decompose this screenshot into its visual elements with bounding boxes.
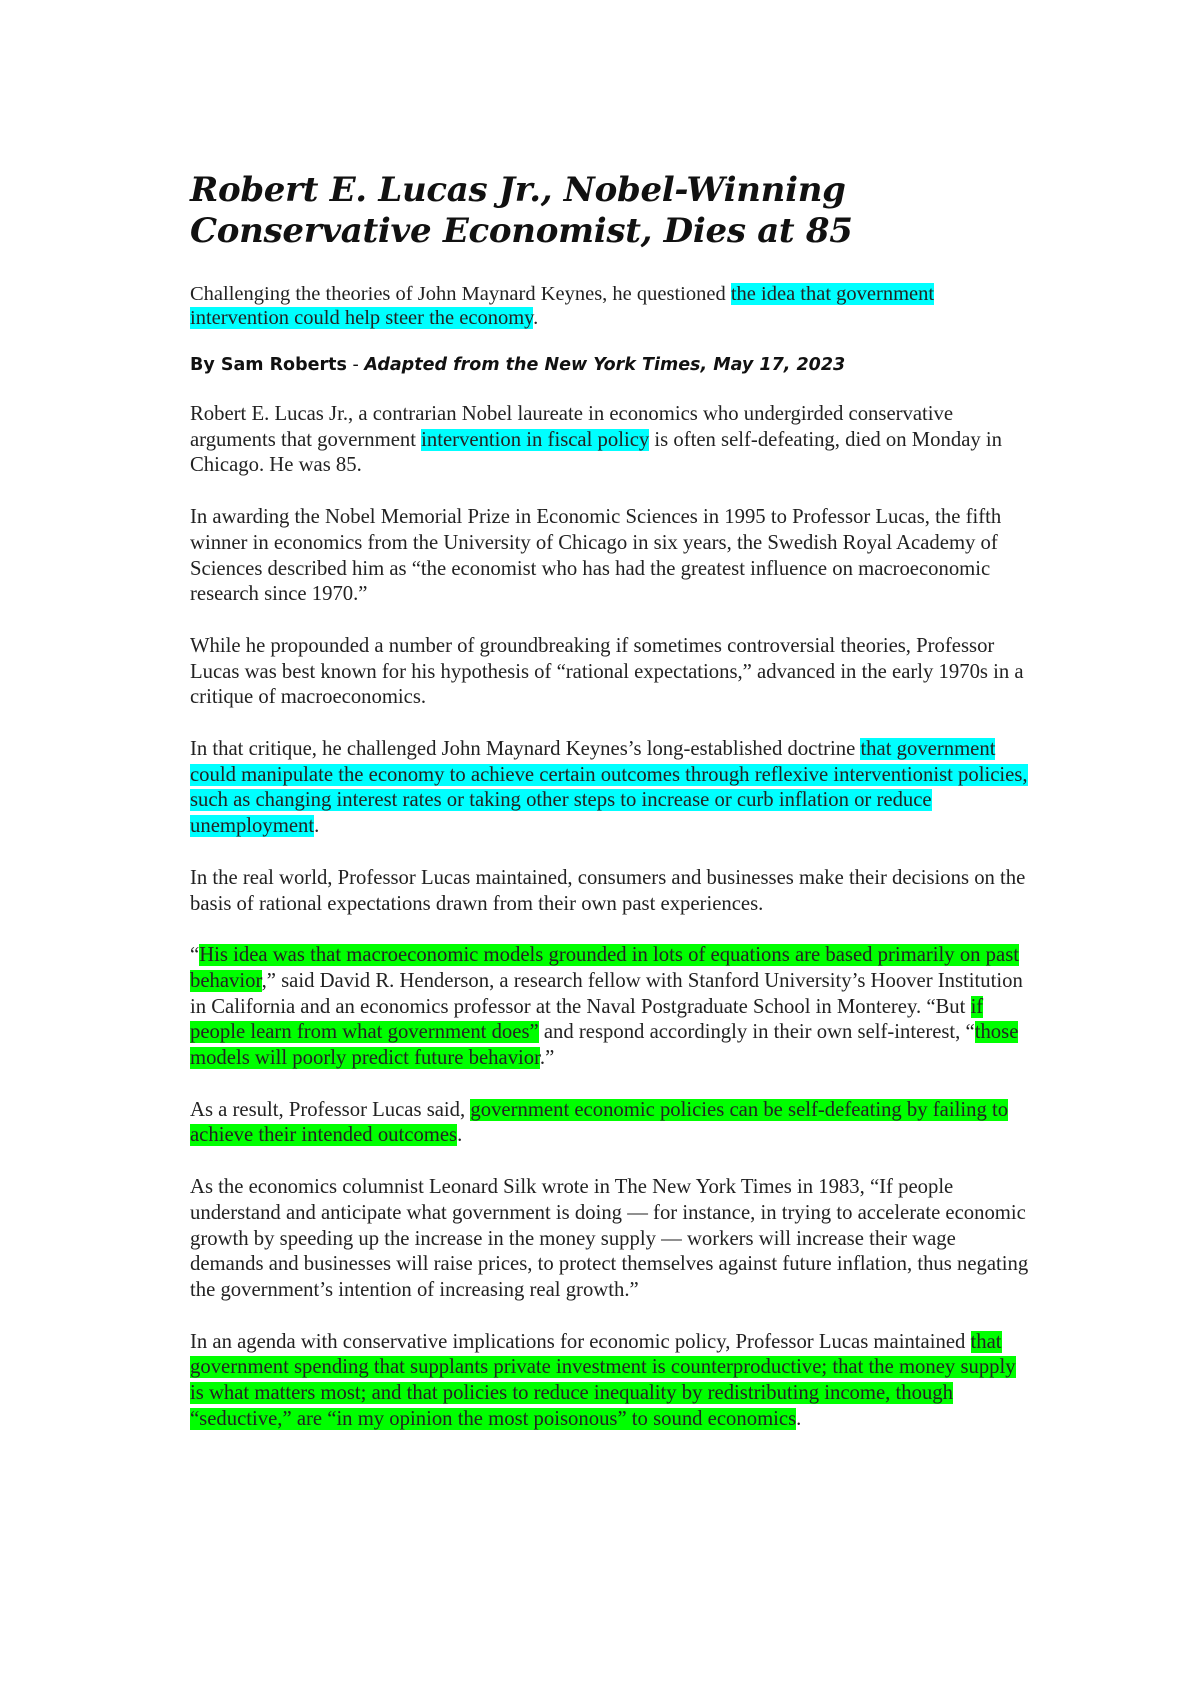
paragraph-5: In the real world, Professor Lucas maintained, consumers and businesses make their decisions on the basis of rational expectations drawn from their own past experiences. <box>190 866 1026 915</box>
byline-separator: - <box>346 355 365 375</box>
paragraph-text: . <box>796 1407 802 1430</box>
paragraph-9 <box>190 1330 1030 1433</box>
byline-source: Adapted from the New York Times, May 17, 2023 <box>364 355 846 375</box>
paragraph-text: .” <box>539 1047 555 1070</box>
paragraph-2: In awarding the Nobel Memorial Prize in Economic Sciences in 1995 to Professor Lucas, the fifth winner in economics from the University of Chicago in six years, the Swedish Royal Academy of Sciences described him as “the economist who has had the greatest influence on macroeconomic research since 1970.” <box>190 506 1002 606</box>
paragraph-7 <box>190 1098 1030 1149</box>
article-subtitle <box>190 282 1030 330</box>
paragraph-highlight: that government spending that supplants private investment is counterproductive; that the money supply is what matters most; and that policies to reduce inequality by redistributing income, though “seductive,” are “in my opinion the most poisonous” to sound economics <box>190 1330 1016 1430</box>
title-line-1: Robert E. Lucas Jr., Nobel-Winning <box>190 170 846 210</box>
paragraph-highlight: government economic policies can be self-defeating by failing to achieve their intended outcomes <box>190 1098 1009 1147</box>
paragraph-text: . <box>457 1124 463 1147</box>
paragraph-text: In an agenda with conservative implications for economic policy, Professor Lucas maintained <box>190 1330 971 1353</box>
subtitle-highlight: the idea that government intervention could help steer the economy <box>190 283 935 329</box>
paragraph-text: As a result, Professor Lucas said, <box>190 1098 471 1121</box>
byline <box>190 354 1030 376</box>
paragraph-text: and respond accordingly in their own self-interest, “ <box>538 1021 975 1044</box>
subtitle-text: Challenging the theories of John Maynard Keynes, he questioned <box>190 283 731 305</box>
paragraph-text: ,” said David R. Henderson, a research fellow with Stanford University’s Hoover Institution in California and an economics professor at the Naval Postgraduate School in Monterey. “But <box>190 969 1023 1018</box>
article-title <box>190 170 1030 252</box>
paragraph-highlight: His idea was that macroeconomic models grounded in lots of equations are based primarily on past behavior <box>190 944 1020 992</box>
paragraph-1 <box>190 402 1030 479</box>
paragraph-3: While he propounded a number of groundbreaking if sometimes controversial theories, Professor Lucas was best known for his hypothesis of “rational expectations,” advanced in the early 1970s in a critique of macroeconomics. <box>190 634 1024 709</box>
subtitle-end: . <box>533 307 539 329</box>
paragraph-8: As the economics columnist Leonard Silk wrote in The New York Times in 1983, “If people understand and anticipate what government is doing — for instance, in trying to accelerate economic growth by speeding up the increase in the money supply — workers will increase their wage demands and businesses will raise prices, to protect themselves against future inflation, thus negating the government’s intention of increasing real growth.” <box>190 1176 1029 1301</box>
paragraph-4 <box>190 737 1030 840</box>
paragraph-highlight: those models will poorly predict future behavior <box>190 1021 1019 1070</box>
paragraph-highlight: intervention in fiscal policy <box>421 428 650 451</box>
paragraph-text: . <box>314 815 320 838</box>
paragraph-highlight: that government could manipulate the economy to achieve certain outcomes through reflexive interventionist policies, such as changing interest rates or taking other steps to increase or curb inflation or reduce unemployment <box>190 738 1028 838</box>
paragraph-text: “ <box>190 944 200 967</box>
paragraph-text: Robert E. Lucas Jr., a contrarian Nobel laureate in economics who undergirded conservative arguments that government <box>190 403 954 451</box>
title-line-2: Conservative Economist, Dies at 85 <box>190 211 853 251</box>
paragraph-highlight: if people learn from what government does” <box>190 995 984 1044</box>
paragraph-text: In that critique, he challenged John Maynard Keynes’s long-established doctrine <box>190 738 861 761</box>
paragraph-text: is often self-defeating, died on Monday in Chicago. He was 85. <box>190 428 1002 477</box>
paragraph-6 <box>190 943 1030 1072</box>
byline-author: By Sam Roberts <box>190 355 347 375</box>
article <box>190 170 1030 1459</box>
